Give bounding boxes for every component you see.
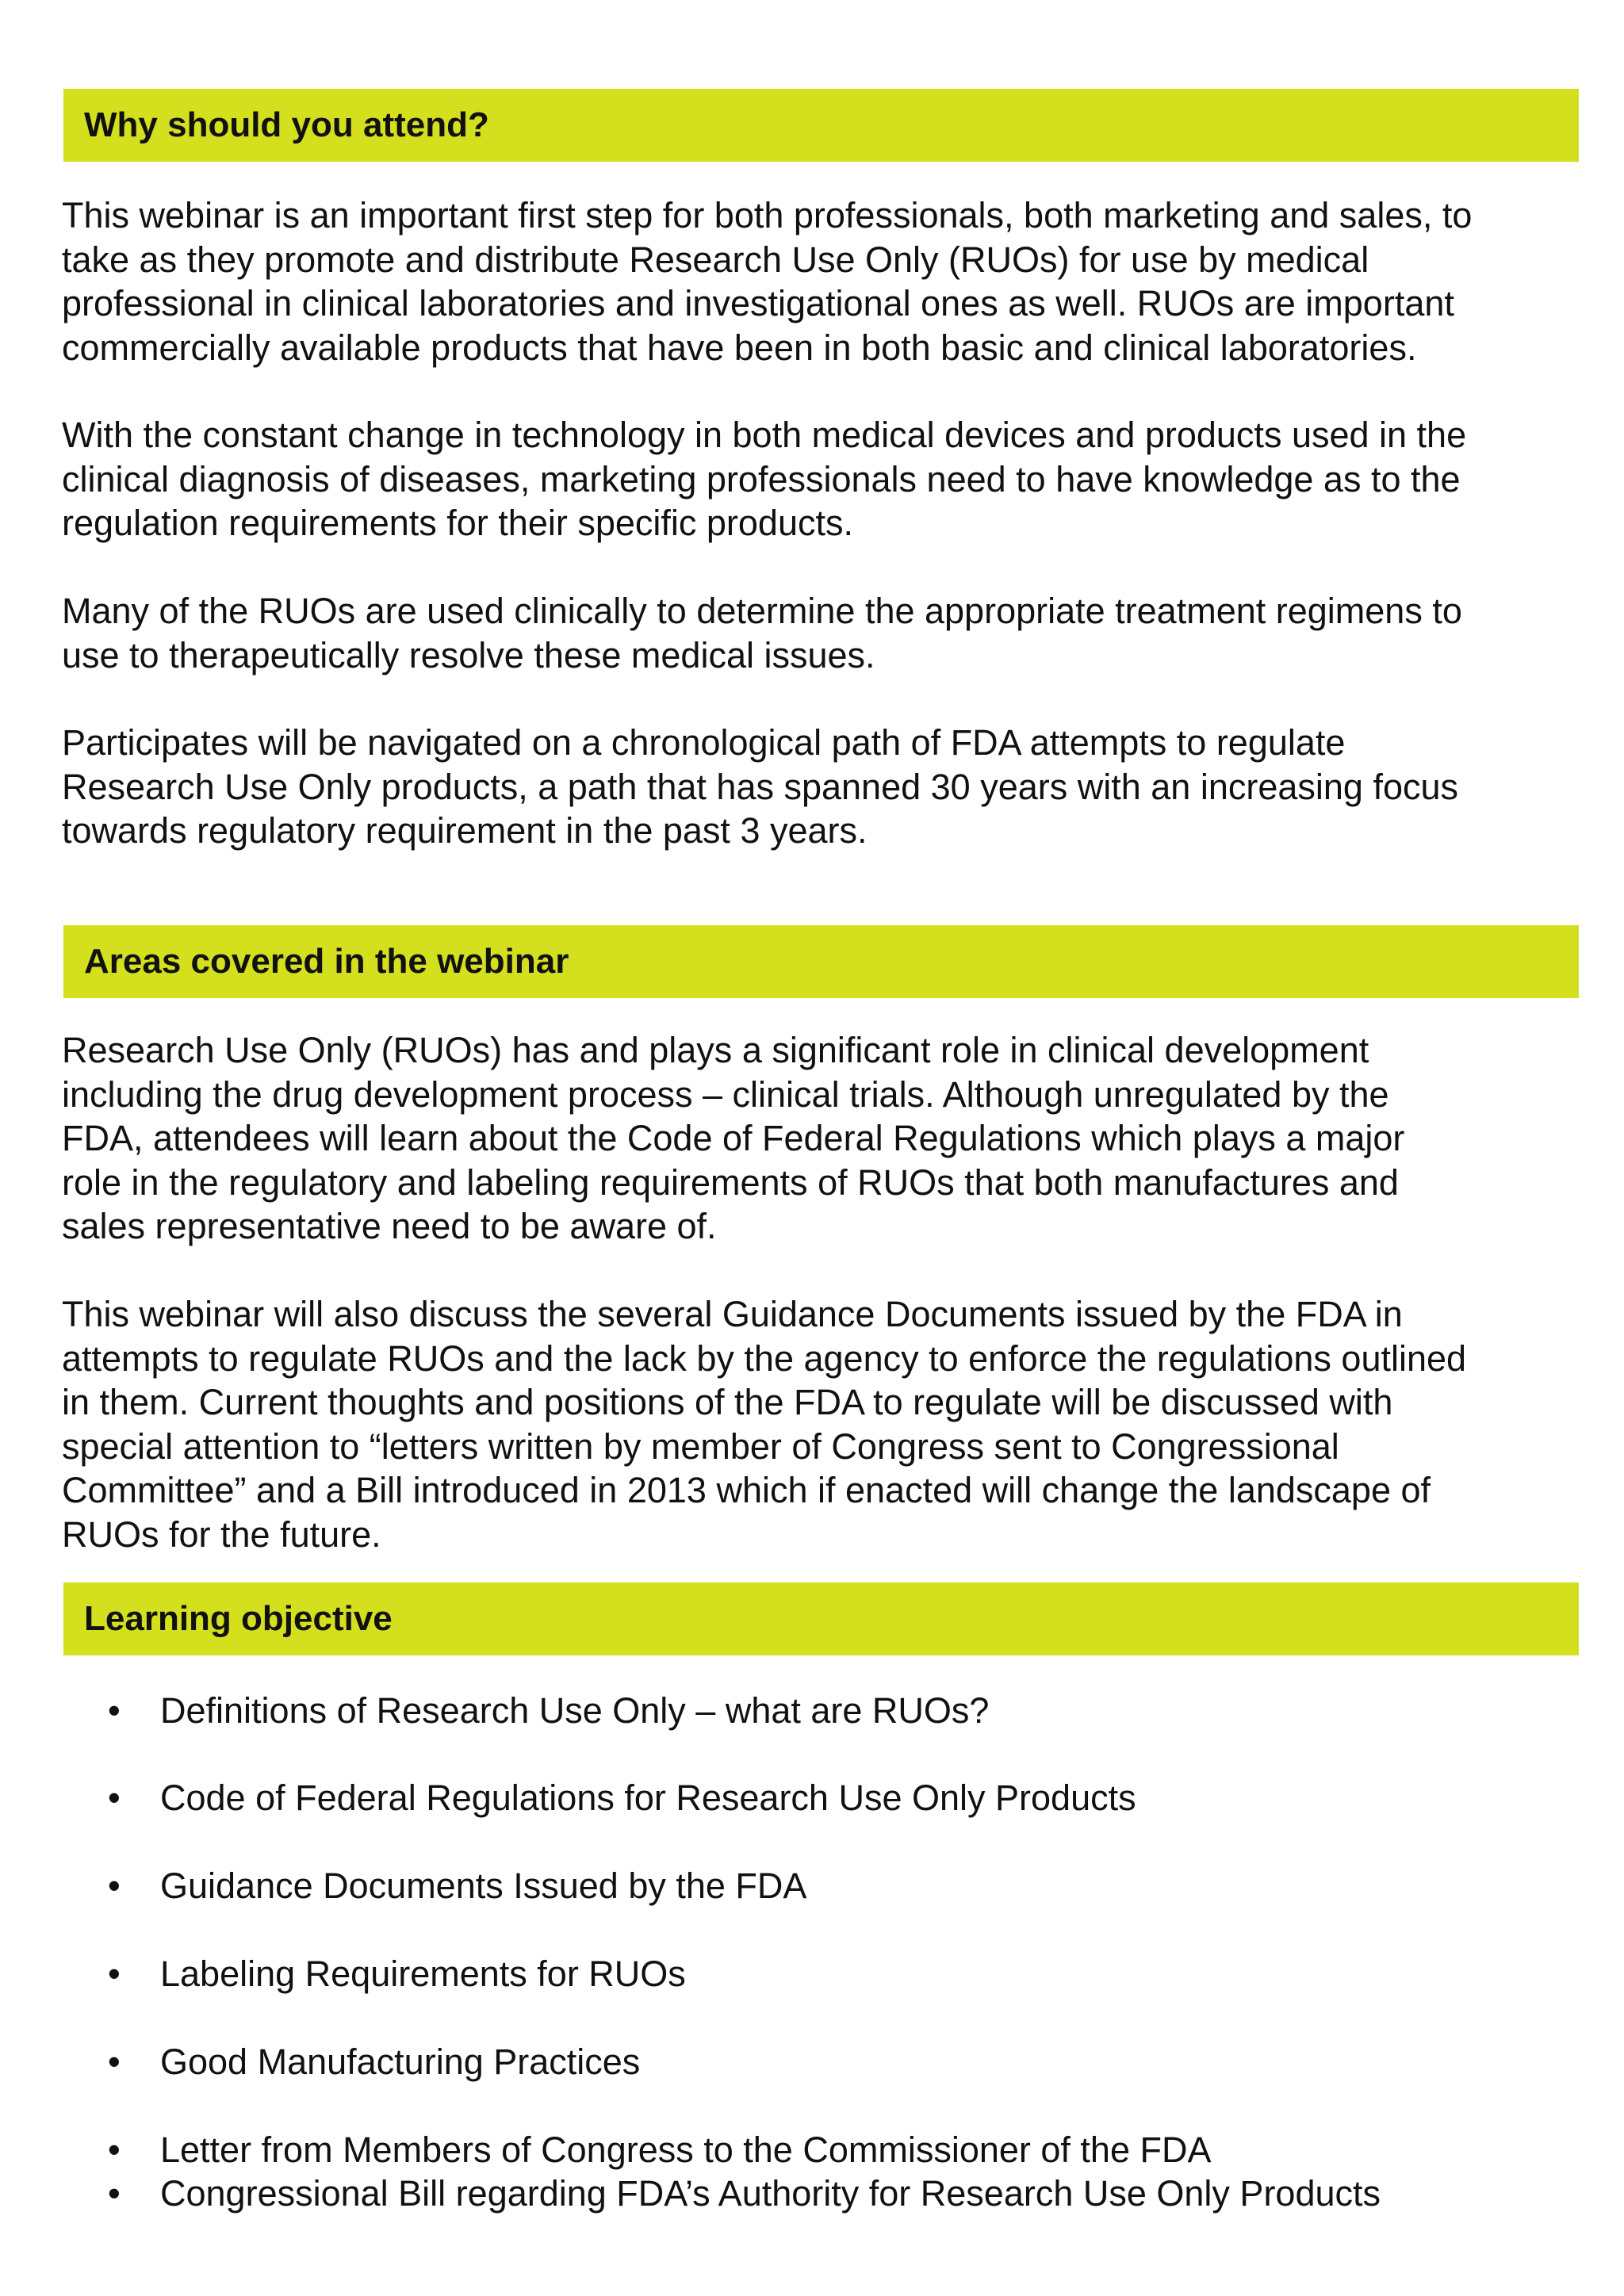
bullet-icon: • xyxy=(108,1690,121,1731)
list-item-text: Code of Federal Regulations for Research Use Only Products xyxy=(160,1777,1136,1818)
bullet-icon: • xyxy=(108,2042,121,2082)
bullet-icon: • xyxy=(108,1866,121,1906)
list-item-text: Congressional Bill regarding FDA’s Authority for Research Use Only Products xyxy=(160,2173,1381,2214)
why-paragraph-1: This webinar is an important first step for both professionals, both marketing and sales, to take as they promote and distribute Research Use Only (RUOs) for use by medical professional in clinical laboratories and investigational ones as well. RUOs are important commercially available products that have been in both basic and clinical laboratories. xyxy=(62,195,1473,368)
bullet-icon: • xyxy=(108,2130,121,2170)
list-item-text: Letter from Members of Congress to the Commissioner of the FDA xyxy=(160,2130,1212,2170)
section-heading-learning-objective xyxy=(63,1582,1579,1655)
bullet-icon: • xyxy=(108,1777,121,1818)
list-item-text: Labeling Requirements for RUOs xyxy=(160,1954,686,1994)
list-item-text: Definitions of Research Use Only – what are RUOs? xyxy=(160,1690,990,1731)
bullet-icon: • xyxy=(108,2173,121,2214)
areas-paragraph-1: Research Use Only (RUOs) has and plays a significant role in clinical development including the drug development process – clinical trials. Although unregulated by the FDA, attendees will learn about the Code of Federal Regulations which plays a major role in the regulatory and labeling requirements of RUOs that both manufactures and sales representative need to be aware of. xyxy=(62,1030,1405,1246)
why-paragraph-4: Participates will be navigated on a chronological path of FDA attempts to regulate Research Use Only products, a path that has spanned 30 years with an increasing focus towards regulatory requirement in the past 3 years. xyxy=(62,722,1458,851)
section-heading-text: Why should you attend? xyxy=(84,105,489,144)
section-heading-areas-covered xyxy=(63,925,1579,998)
bullet-icon: • xyxy=(108,1954,121,1994)
section-heading-why-attend xyxy=(63,89,1579,162)
areas-paragraph-2: This webinar will also discuss the several Guidance Documents issued by the FDA in attempts to regulate RUOs and the lack by the agency to enforce the regulations outlined in them. Current thoughts and positions of the FDA to regulate will be discussed with special attention to “letters written by member of Congress sent to Congressional Committee” and a Bill introduced in 2013 which if enacted will change the landscape of RUOs for the future. xyxy=(62,1294,1467,1555)
section-heading-text: Learning objective xyxy=(84,1599,393,1638)
list-item-text: Guidance Documents Issued by the FDA xyxy=(160,1866,807,1906)
why-paragraph-2: With the constant change in technology in both medical devices and products used in the clinical diagnosis of diseases, marketing professionals need to have knowledge as to the regulation requirements for their specific products. xyxy=(62,415,1467,543)
list-item-text: Good Manufacturing Practices xyxy=(160,2042,641,2082)
why-paragraph-3: Many of the RUOs are used clinically to determine the appropriate treatment regimens to use to therapeutically resolve these medical issues. xyxy=(62,591,1462,675)
section-heading-text: Areas covered in the webinar xyxy=(84,942,569,981)
